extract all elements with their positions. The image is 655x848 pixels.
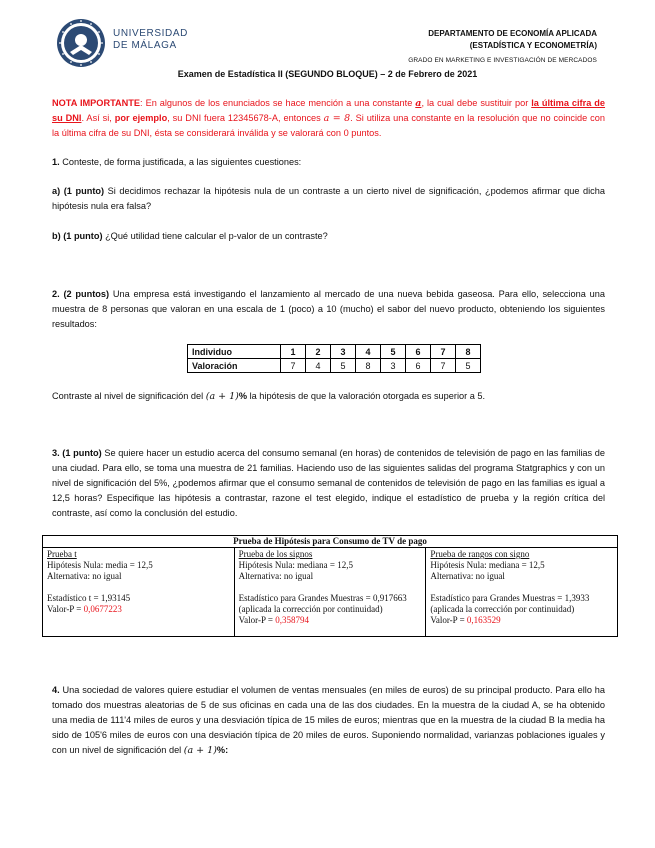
ratings-table (187, 344, 481, 373)
sign-test-column (234, 548, 426, 636)
question-1b (52, 229, 605, 244)
note-text-6: , su DNI fuera 12345678-A, entonces (167, 113, 324, 123)
table-row (188, 359, 481, 373)
department-line2: (ESTADÍSTICA Y ECONOMETRÍA) (469, 41, 597, 50)
sign-test-stat: Estadístico para Grandes Muestras = 0,917663 (238, 593, 407, 603)
note-text-8: . Si utiliza una constante en la resolución que no coincide con la última cifra de su DNI, ésta se considerará inválida y se valorará con 0 puntos. (52, 113, 605, 138)
note-label: NOTA IMPORTANTE (52, 98, 141, 108)
pvalue-label: Valor-P = (430, 615, 467, 625)
t-test-stat: Estadístico t = 1,93145 (47, 593, 131, 603)
note-math-example: a = 8 (323, 113, 351, 124)
table-cell: 7 (431, 345, 456, 359)
table-cell: 5 (381, 345, 406, 359)
q2-percent: % (238, 391, 248, 401)
department-name (428, 28, 597, 52)
university-name (113, 28, 188, 52)
pvalue: 0,0677223 (83, 604, 122, 614)
hypothesis-test-table (42, 535, 618, 637)
question-3 (52, 446, 605, 521)
pvalue-label: Valor-P = (47, 604, 84, 614)
table-cell: 8 (356, 359, 381, 373)
table-row (188, 345, 481, 359)
exam-title: Examen de Estadística II (SEGUNDO BLOQUE) – 2 de Febrero de 2021 (177, 69, 478, 79)
table-header-rating: Valoración (188, 359, 281, 373)
sign-test-pvalue (239, 615, 422, 626)
q1b-text: ¿Qué utilidad tiene calcular el p-valor de un contraste? (102, 231, 328, 241)
q2-contrast-text-1: Contraste al nivel de significación del (52, 391, 206, 401)
table-cell: 8 (456, 345, 481, 359)
q2-contrast (52, 389, 605, 404)
q1a-label: a) (1 punto) (52, 186, 105, 196)
q2-math: (a + 1) (205, 391, 239, 402)
table-cell: 5 (456, 359, 481, 373)
degree-name: GRADO EN MARKETING E INVESTIGACIÓN DE MERCADOS (408, 57, 597, 64)
q4-text: Una sociedad de valores quiere estudiar el volumen de ventas mensuales (en miles de euros) de su principal producto. Para ello ha tomado dos muestras aleatorias de 5 de sus oficinas en cada una de las dos ciudades. En la muestra de la ciudad A, se ha obtenido una media de 111'4 miles de euros y una desviación típica de 15 miles de euros; mientras que en la muestra de la ciudad B la media ha sido de 105'6 miles de euros con una desviación típica de 20 miles de euros. Suponiendo normalidad, varianzas poblaciones iguales y con un nivel de significación del (52, 685, 605, 755)
sign-test-null: Hipótesis Nula: mediana = 12,5 (238, 560, 353, 570)
table-cell: 3 (331, 345, 356, 359)
note-text-1: : En algunos de los enunciados se hace mención a una constante (140, 98, 416, 108)
t-test-pvalue (47, 604, 230, 615)
question-4 (52, 683, 605, 758)
pvalue: 0,163529 (466, 615, 501, 625)
department-line1: DEPARTAMENTO DE ECONOMÍA APLICADA (428, 29, 597, 38)
table-cell: 7 (281, 359, 306, 373)
table-cell: 5 (331, 359, 356, 373)
question-1 (52, 155, 605, 170)
sign-test-correction: (aplicada la corrección por continuidad) (238, 604, 383, 614)
signed-rank-null: Hipótesis Nula: mediana = 12,5 (430, 560, 545, 570)
q4-end: %: (216, 745, 229, 755)
pvalue-label: Valor-P = (238, 615, 276, 625)
signed-rank-stat: Estadístico para Grandes Muestras = 1,3933 (430, 593, 590, 603)
question-1a (52, 184, 605, 214)
question-2 (52, 287, 605, 332)
university-line2: DE MÁLAGA (113, 40, 177, 51)
t-test-title: Prueba t (47, 549, 77, 559)
q2-text: Una empresa está investigando el lanzamiento al mercado de una nueva bebida gaseosa. Para ello, selecciona una muestra de 8 personas que valoran en una escala de 1 (poco) a 10 (mucho) el sabor del nuevo producto, obteniendo los siguientes resultados: (52, 289, 605, 329)
table-cell: 4 (356, 345, 381, 359)
sign-test-alt: Alternativa: no igual (238, 571, 314, 581)
note-emphasis-dni: la última cifra de su DNI (52, 98, 606, 123)
q1-text: Conteste, de forma justificada, a las siguientes cuestiones: (59, 157, 302, 167)
signed-rank-alt: Alternativa: no igual (430, 571, 505, 581)
q2-label: 2. (2 puntos) (52, 289, 110, 299)
university-line1: UNIVERSIDAD (113, 28, 188, 39)
table-cell: 6 (406, 359, 431, 373)
note-constant-a: a (415, 98, 422, 109)
important-note (52, 96, 605, 141)
table-cell: 2 (306, 345, 331, 359)
table-cell: 6 (406, 345, 431, 359)
table-header-individual: Individuo (188, 345, 281, 359)
signed-rank-title: Prueba de rangos con signo (430, 549, 530, 559)
note-text-4: . Así si, (81, 113, 115, 123)
q1a-text: Si decidimos rechazar la hipótesis nula de un contraste a un cierto nivel de significación, ¿podemos afirmar que dicha hipótesis nula era falsa? (52, 186, 605, 211)
table-cell: 3 (381, 359, 406, 373)
q4-label: 4. (52, 685, 60, 695)
q1-number: 1. (52, 157, 60, 167)
table-cell: 4 (306, 359, 331, 373)
note-text-2: , la cual debe sustituir por (421, 98, 532, 108)
sign-test-title: Prueba de los signos (238, 549, 313, 559)
q4-math: (a + 1) (183, 745, 217, 756)
q2-contrast-text-2: la hipótesis de que la valoración otorgada es superior a 5. (247, 391, 486, 401)
table-cell: 7 (431, 359, 456, 373)
university-logo (56, 18, 106, 68)
signed-rank-pvalue (430, 615, 613, 626)
table-cell: 1 (281, 345, 306, 359)
q3-label: 3. (1 punto) (52, 448, 102, 458)
signed-rank-correction: (aplicada la corrección por continuidad) (430, 604, 575, 614)
t-test-null: Hipótesis Nula: media = 12,5 (47, 560, 153, 570)
q1b-label: b) (1 punto) (52, 231, 103, 241)
signed-rank-column (425, 548, 617, 636)
note-emphasis-example: por ejemplo (114, 113, 168, 123)
pvalue: 0,358794 (275, 615, 309, 625)
t-test-alt: Alternativa: no igual (47, 571, 122, 581)
t-test-column (43, 548, 234, 636)
q3-text: Se quiere hacer un estudio acerca del consumo semanal (en horas) de contenidos de televisión de pago en las familias de una ciudad. Para ello, se toma una muestra de 21 familias. Haciendo uso de las siguientes salidas del programa Statgraphics y con un nivel de significación del 5%, ¿podemos afirmar que el consumo semanal de contenidos de televisión de pago en las familias es igual a 12,5 horas? Especifique las hipótesis a contrastar, razone el test elegido, indique el estadístico de prueba y la región crítica del contraste, así como la conclusión del estudio. (52, 448, 605, 518)
hypothesis-table-title: Prueba de Hipótesis para Consumo de TV de pago (43, 536, 617, 548)
